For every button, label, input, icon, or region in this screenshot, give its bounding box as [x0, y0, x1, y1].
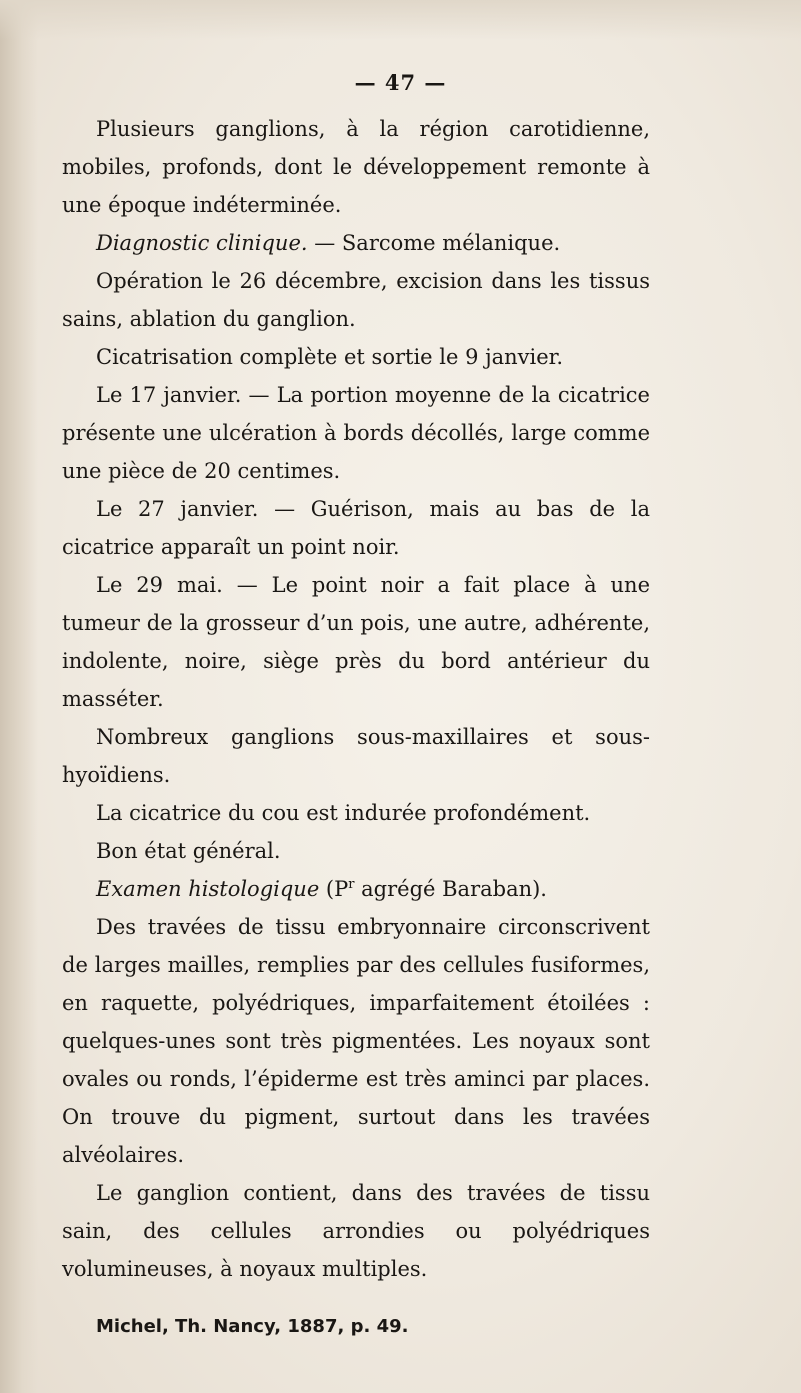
paragraph: Examen histologique ($P^r$ agrégé Baraban).: [96, 877, 547, 901]
paragraph: Des travées de tissu embryonnaire circonscrivent de larges mailles, remplies par des cellules fusiformes, en raquette, polyédriques, imparfaitement étoilées : quelques-unes sont très pigmentées. Les noyaux sont ovales ou ronds, l’épiderme est très aminci par places. On trouve du pigment, surtout dans les travées alvéolaires.: [62, 915, 650, 1167]
citation: Michel, Th. Nancy, 1887, p. 49.: [96, 1316, 409, 1337]
paragraph: Diagnostic clinique. — Sarcome mélanique.: [96, 231, 561, 255]
paragraph: Bon état général.: [96, 839, 281, 863]
paragraph: Plusieurs ganglions, à la région carotidienne, mobiles, profonds, dont le développement remonte à une époque indéterminée.: [62, 117, 650, 217]
paragraph: Le ganglion contient, dans des travées de tissu sain, des cellules arrondies ou polyédriques volumineuses, à noyaux multiples.: [62, 1181, 650, 1281]
paragraph: Nombreux ganglions sous-maxillaires et sous-hyoïdiens.: [62, 725, 650, 787]
page-left-shadow: [0, 0, 38, 1393]
paragraph: Le 17 janvier. — La portion moyenne de la cicatrice présente une ulcération à bords décollés, large comme une pièce de 20 centimes.: [62, 383, 650, 483]
page-number: — 47 —: [354, 70, 447, 95]
paragraph: La cicatrice du cou est indurée profondément.: [96, 801, 591, 825]
paragraph: Cicatrisation complète et sortie le 9 janvier.: [96, 345, 564, 369]
paragraph: Le 29 mai. — Le point noir a fait place à une tumeur de la grosseur d’un pois, une autre, adhérente, indolente, noire, siège près du bord antérieur du masséter.: [62, 573, 650, 711]
paragraph: Opération le 26 décembre, excision dans les tissus sains, ablation du ganglion.: [62, 269, 650, 331]
paragraph: Le 27 janvier. — Guérison, mais au bas de la cicatrice apparaît un point noir.: [62, 497, 650, 559]
body-text: [62, 110, 650, 1346]
section-label: Examen histologique: [96, 877, 320, 901]
page-top-shadow: [0, 0, 801, 40]
section-label: Diagnostic clinique.: [96, 231, 308, 255]
